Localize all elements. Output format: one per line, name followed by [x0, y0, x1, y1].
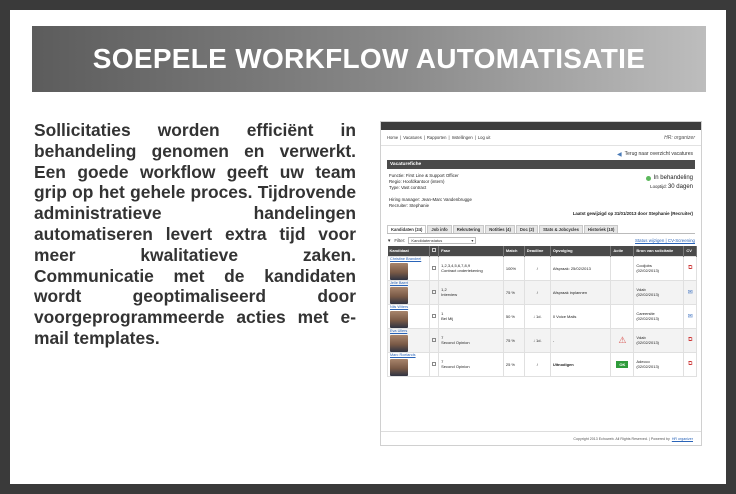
- table-row[interactable]: Marc Roelands 7 Second Opinion 25 % / Uitnodigen OK Adecco (02/02/2013) ⧉: [388, 352, 697, 376]
- warning-icon[interactable]: ⚠: [618, 334, 627, 345]
- back-link[interactable]: [381, 148, 701, 160]
- tab-doc[interactable]: Doc (2): [516, 225, 538, 233]
- pdf-icon[interactable]: ⧉: [688, 336, 693, 343]
- tab-historiek[interactable]: Historiek (10): [584, 225, 619, 233]
- vacancy-type: Type: Vast contract: [389, 185, 427, 190]
- filter-row: [387, 234, 695, 246]
- candidate-photo: [390, 287, 408, 304]
- candidate-name[interactable]: Eva Ullers: [390, 328, 408, 333]
- row-actie: [611, 256, 634, 280]
- app-nav: [381, 130, 701, 146]
- pdf-icon[interactable]: ⧉: [688, 264, 693, 271]
- candidate-photo: [390, 311, 408, 328]
- filter-icon: ▼: [387, 237, 392, 243]
- back-link-label: Terug naar overzicht vacatures: [624, 151, 693, 157]
- col-actie[interactable]: Actie: [611, 246, 634, 256]
- row-checkbox[interactable]: [432, 266, 436, 270]
- candidate-photo: [390, 263, 408, 280]
- title-bar: [32, 26, 706, 92]
- last-modified: Laatst gewijzigd op 31/01/2013 door Stephanie (Recruiter): [572, 211, 693, 216]
- table-row[interactable]: Jelle Baert 1,2 Interview 75 % / Afspraak inplannen Vdab (02/02/2013) ✉: [388, 280, 697, 304]
- tab-stats[interactable]: Stats & Jobcycles: [539, 225, 583, 233]
- app-topbar: [381, 122, 701, 130]
- row-actie: [611, 304, 634, 328]
- section-header: Vacaturefiche: [387, 160, 695, 169]
- row-checkbox[interactable]: [432, 338, 436, 342]
- vacancy-regio: Regio: Hoofdkantoor (intern): [389, 179, 445, 184]
- col-cv[interactable]: CV: [684, 246, 697, 256]
- candidate-photo: [390, 335, 408, 352]
- col-match[interactable]: Match: [503, 246, 524, 256]
- candidate-name[interactable]: Nils Witers: [390, 304, 409, 309]
- candidate-photo: [390, 359, 408, 376]
- vacancy-recruiter: Recruiter: Stephanie: [389, 203, 430, 208]
- footer-text: Copyright 2013 Echoweb. All Rights Reserved. | Powered by: [573, 436, 670, 441]
- row-checkbox[interactable]: [432, 362, 436, 366]
- nav-instellingen[interactable]: Instellingen: [451, 135, 473, 140]
- filter-label: Filter:: [394, 237, 406, 243]
- col-checkbox[interactable]: [429, 246, 438, 256]
- col-fase[interactable]: Fase: [439, 246, 504, 256]
- vacancy-info: [387, 169, 695, 225]
- looptijd-label: Looptijd:: [650, 184, 667, 189]
- status-dot-icon: [646, 176, 651, 181]
- tab-bar: [387, 225, 695, 234]
- candidate-name[interactable]: Jelle Baert: [390, 280, 408, 285]
- mail-icon[interactable]: ✉: [687, 313, 693, 320]
- back-arrow-icon: ◀: [617, 151, 622, 158]
- col-opvolging[interactable]: Opvolging: [550, 246, 611, 256]
- vacancy-functie: Functie: First Line & Support Officer: [389, 173, 459, 178]
- brand-logo: HR: organizer: [664, 134, 695, 141]
- filter-action-links[interactable]: Status wijzigen | CV-Screening: [635, 237, 695, 243]
- candidate-name[interactable]: Marc Roelands: [390, 352, 416, 357]
- tab-kandidaten[interactable]: Kandidaten (24): [387, 225, 426, 233]
- app-footer: [381, 431, 701, 445]
- tab-rekrutering[interactable]: Rekrutering: [453, 225, 485, 233]
- pdf-icon[interactable]: ⧉: [688, 360, 693, 367]
- mail-icon[interactable]: ✉: [687, 289, 693, 296]
- status-label: In behandeling: [653, 175, 693, 181]
- vacancy-hiring-manager: Hiring manager: Jean-Marc Vandenbrugge: [389, 197, 472, 202]
- vacancy-details: [389, 173, 472, 209]
- nav-log-uit[interactable]: Log uit: [477, 135, 491, 140]
- table-header: [388, 246, 697, 256]
- table-row[interactable]: Christine Brandeel 1,2,3,4,5,6,7,8,9 Contract ondertekening 100% / Afspraak: 25/02/2013 Cooljobs (02/02/2013) ⧉: [388, 256, 697, 280]
- row-checkbox[interactable]: [432, 290, 436, 294]
- candidates-table: [387, 246, 697, 377]
- col-kandidaat[interactable]: Kandidaat: [388, 246, 430, 256]
- vacancy-status-block: [646, 175, 693, 190]
- nav-home[interactable]: Home: [387, 135, 399, 140]
- filter-select[interactable]: Kandidatenstatus ▾: [408, 237, 476, 244]
- col-deadline[interactable]: Deadline: [524, 246, 550, 256]
- nav-rapporten[interactable]: Rapporten: [426, 135, 447, 140]
- nav-vacatures[interactable]: Vacatures: [403, 135, 422, 140]
- col-bron[interactable]: Bron van solicitatie: [634, 246, 684, 256]
- tab-notities[interactable]: Notities (4): [485, 225, 515, 233]
- footer-link[interactable]: HR organizer: [671, 436, 693, 441]
- ok-button[interactable]: OK: [616, 361, 628, 368]
- chevron-down-icon: ▾: [471, 237, 474, 243]
- slide-title: SOEPELE WORKFLOW AUTOMATISATIE: [92, 43, 646, 74]
- candidate-name[interactable]: Christine Brandeel: [390, 256, 422, 261]
- app-screenshot: [380, 121, 702, 446]
- nav-links: Home | Vacatures | Rapporten | Instellingen | Log uit: [387, 135, 491, 140]
- slide-body-text: Sollicitaties worden efficiënt in behandeling genomen en verwerkt. Een goede workflow geeft uw team grip op het gehele proces. Tijdrovende administratieve handelingen automatiseren levert extra tijd voor meer kwalitatieve zaken. Communicatie met de kandidaten wordt geoptimaliseerd door voorgeprogrammeerde acties met e-mail templates.: [34, 120, 356, 348]
- looptijd: [646, 184, 693, 190]
- table-row[interactable]: Nils Witers 1 Bel Mij 50 % ↓ 1d. 0 Voice Mails Careersite (02/02/2013) ✉: [388, 304, 697, 328]
- row-checkbox[interactable]: [432, 314, 436, 318]
- status-indicator: [646, 175, 693, 181]
- table-row[interactable]: Eva Ullers 7 Second Opinion 75 % ↓ 1d. - ⚠ Vdab (02/02/2013) ⧉: [388, 328, 697, 352]
- looptijd-value: 30 dagen: [667, 184, 693, 190]
- row-actie: [611, 280, 634, 304]
- slide: [10, 10, 726, 484]
- tab-job-info[interactable]: Job info: [427, 225, 451, 233]
